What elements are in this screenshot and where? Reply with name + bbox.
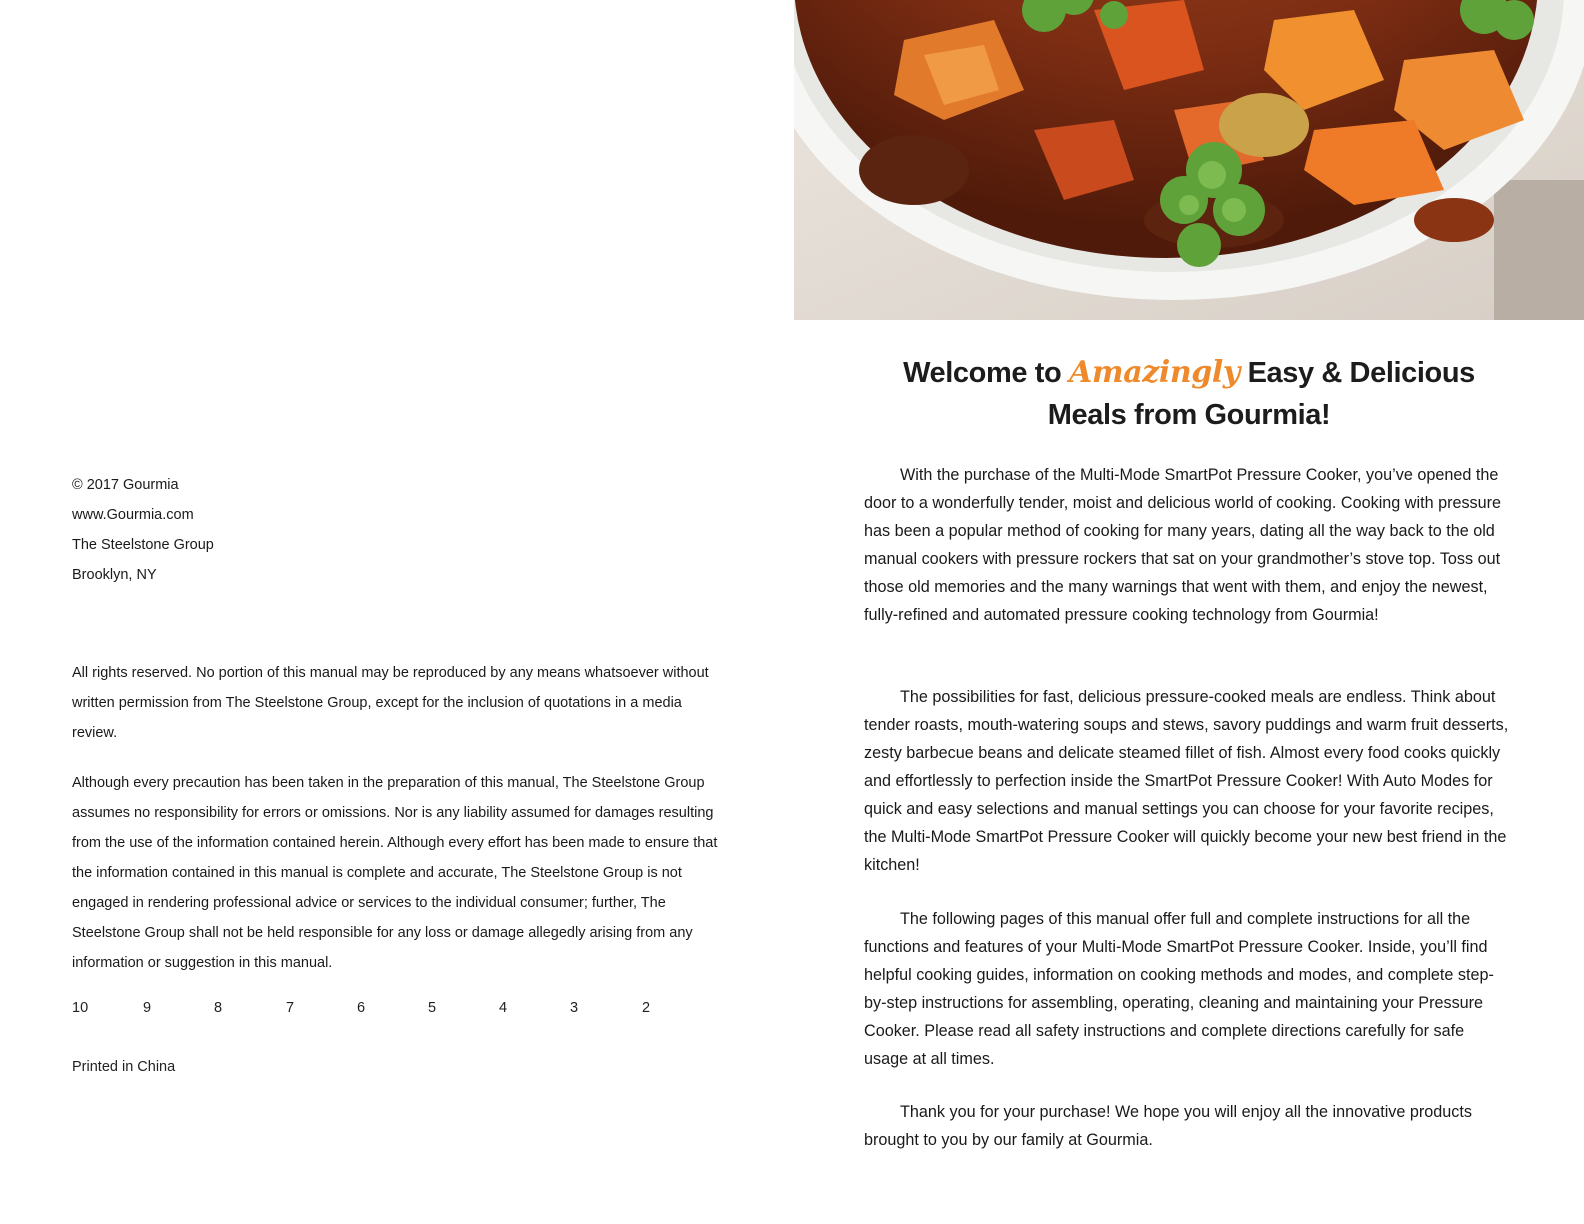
print-number: 9 <box>143 1000 152 1016</box>
intro-paragraph-2: The possibilities for fast, delicious pressure-cooked meals are endless. Think about tender roasts, mouth-watering soups and stews, savory puddings and warm fruit desserts, zesty barbecue beans and delicate steamed fillet of fish. Almost every food cooks quickly and effortlessly to perfection inside the SmartPot Pressure Cooker! With Auto Modes for quick and easy selections and manual settings you can choose for your favorite recipes, the Multi-Mode SmartPot Pressure Cooker will quickly become your new best friend in the kitchen! <box>864 688 1509 874</box>
stew-illustration <box>794 0 1584 320</box>
title-accent-word: Amazingly <box>1068 355 1240 390</box>
print-number: 4 <box>499 1000 508 1016</box>
publisher-line: The Steelstone Group <box>72 537 214 553</box>
stew-bowl-photo <box>794 0 1584 320</box>
print-number: 5 <box>428 1000 437 1016</box>
website-line: www.Gourmia.com <box>72 507 194 523</box>
imprint-block <box>72 470 214 590</box>
intro-paragraph-3: The following pages of this manual offer full and complete instructions for all the functions and features of your Multi-Mode SmartPot Pressure Cooker. Inside, you’ll find helpful cooking guides, information on cooking methods and modes, and complete step-by-step instructions for assembling, operating, cleaning and maintaining your Pressure Cooker. Please read all safety instructions and complete directions carefully for safe usage at all times. <box>864 910 1494 1068</box>
copyright-line: © 2017 Gourmia <box>72 477 179 493</box>
print-number: 7 <box>286 1000 295 1016</box>
print-number: 3 <box>570 1000 579 1016</box>
print-number: 6 <box>357 1000 366 1016</box>
print-number: 8 <box>214 1000 223 1016</box>
title-line-2: Meals from Gourmia! <box>1047 399 1331 431</box>
title-suffix: Easy & Delicious <box>1239 357 1475 389</box>
disclaimer-statement: Although every precaution has been taken in the preparation of this manual, The Steelstone Group assumes no responsibility for errors or omissions. Nor is any liability assumed for damages resulting from the use of the information contained herein. Although every effort has been made to ensure that the information contained in this manual is complete and accurate, The Steelstone Group is not engaged in rendering professional advice or services to the individual consumer; further, The Steelstone Group shall not be held responsible for any loss or damage allegedly arising from any information or suggestion in this manual. <box>72 775 718 971</box>
print-number: 2 <box>642 1000 651 1016</box>
intro-paragraph-1: With the purchase of the Multi-Mode SmartPot Pressure Cooker, you’ve opened the door to a wonderfully tender, moist and delicious world of cooking. Cooking with pressure has been a popular method of cooking for many years, dating all the way back to the old manual cookers with pressure rockers that sat on your grandmother’s stove top. Toss out those old memories and the many warnings that went with them, and enjoy the newest, fully-refined and automated pressure cooking technology from Gourmia! <box>864 466 1502 624</box>
location-line: Brooklyn, NY <box>72 567 157 583</box>
printed-in-line: Printed in China <box>72 1059 176 1075</box>
print-number: 10 <box>72 1000 89 1016</box>
rights-statement: All rights reserved. No portion of this manual may be reproduced by any means whatsoever without written permission from The Steelstone Group, except for the inclusion of quotations in a media review. <box>72 665 709 741</box>
page-title <box>794 352 1584 436</box>
intro-paragraph-4: Thank you for your purchase! We hope you will enjoy all the innovative products brought to you by our family at Gourmia. <box>864 1103 1472 1149</box>
title-prefix: Welcome to <box>903 357 1069 389</box>
